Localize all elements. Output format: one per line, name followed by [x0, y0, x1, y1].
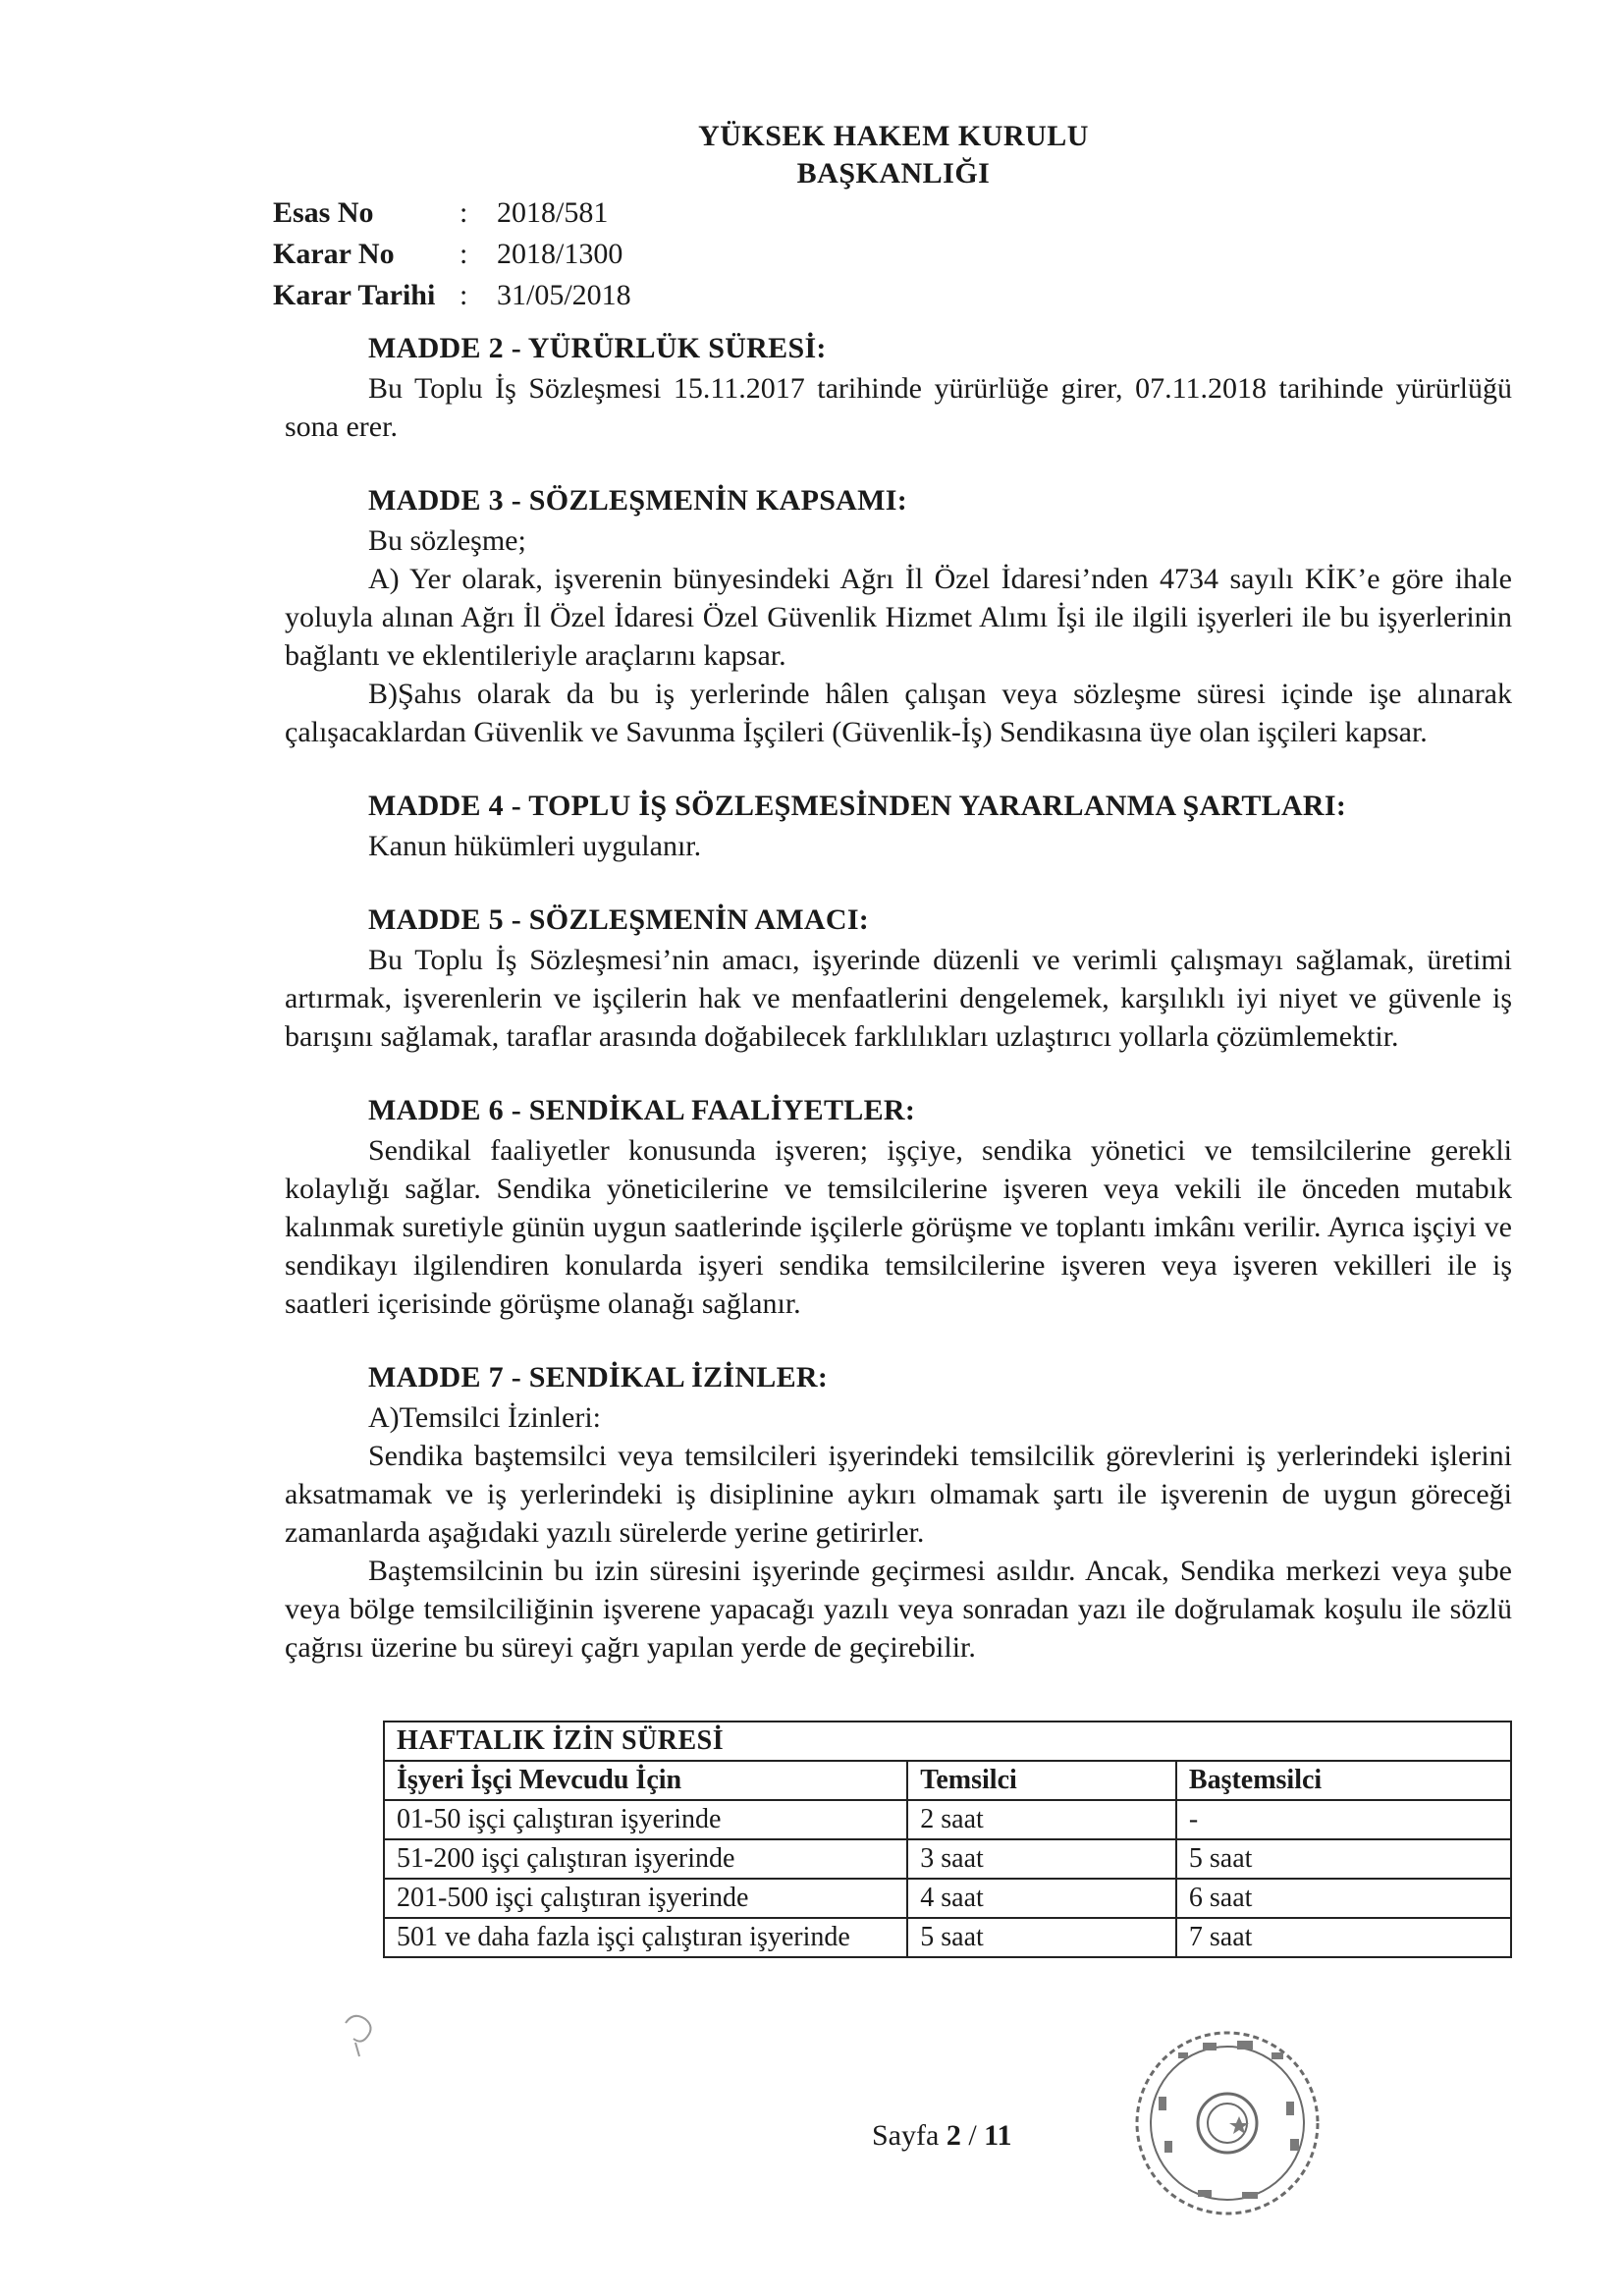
article-paragraph: Baştemsilcinin bu izin süresini işyerinde geçirmesi asıldır. Ancak, Sendika merkezi veya şube veya bölge temsilciliğinin işverene yapacağı yazılı veya sonradan yazı ile doğrulamak koşulu ile sözlü çağrısı üzerine bu süreyi çağrı yapılan yerde de geçirebilir. — [285, 1555, 1512, 1664]
article-paragraph: Kanun hükümleri uygulanır. — [368, 830, 702, 862]
table-row — [384, 1839, 1511, 1879]
article-paragraph: Bu sözleşme; — [368, 524, 526, 557]
article-paragraph: A)Temsilci İzinleri: — [368, 1401, 601, 1434]
meta-row-karar — [273, 234, 631, 275]
meta-value: 2018/581 — [497, 196, 609, 229]
table-cell: 7 saat — [1176, 1918, 1511, 1957]
article-title: MADDE 2 - YÜRÜRLÜK SÜRESİ: — [368, 332, 827, 364]
table-cell: 501 ve daha fazla işçi çalıştıran işyerinde — [384, 1918, 907, 1957]
document-body — [285, 329, 1512, 1702]
official-stamp-icon — [1080, 2003, 1375, 2239]
article-title: MADDE 5 - SÖZLEŞMENİN AMACI: — [368, 903, 870, 936]
meta-row-esas — [273, 192, 631, 234]
meta-label: Karar No — [273, 238, 395, 270]
page-total: 11 — [984, 2119, 1012, 2152]
table-cell: 5 saat — [1176, 1839, 1511, 1879]
table-header-row — [384, 1761, 1511, 1800]
table-title: HAFTALIK İZİN SÜRESİ — [384, 1722, 1511, 1761]
table-cell: 3 saat — [907, 1839, 1176, 1879]
table-header: Baştemsilci — [1176, 1761, 1511, 1800]
handwritten-mark-icon — [336, 2003, 395, 2062]
article-title: MADDE 4 - TOPLU İŞ SÖZLEŞMESİNDEN YARARLANMA ŞARTLARI: — [368, 790, 1347, 822]
table-header: İşyeri İşçi Mevcudu İçin — [384, 1761, 907, 1800]
page-number — [872, 2119, 1012, 2153]
article-title: MADDE 6 - SENDİKAL FAALİYETLER: — [368, 1094, 916, 1126]
table-cell: 01-50 işçi çalıştıran işyerinde — [384, 1800, 907, 1839]
article-3 — [285, 481, 1512, 751]
article-title: MADDE 3 - SÖZLEŞMENİN KAPSAMI: — [368, 484, 908, 517]
court-title-line1: YÜKSEK HAKEM KURULU — [698, 120, 1089, 152]
article-paragraph: Sendikal faaliyetler konusunda işveren; işçiye, sendika yönetici ve temsilcilerine gerekli kolaylığı sağlar. Sendika yöneticilerine ve temsilcilerine işveren veya vekili ile önceden mutabık kalınmak suretiyle günün uygun saatlerinde işçilerle görüşme ve toplantı imkânı verilir. Ayrıca işçiyi ve sendikayı ilgilendiren konularda işyeri sendika temsilcilerine işveren veya işveren vekilleri ile iş saatleri içerisinde görüşme olanağı sağlanır. — [285, 1134, 1512, 1320]
meta-colon: : — [460, 196, 468, 229]
article-6 — [285, 1091, 1512, 1323]
table-row — [384, 1800, 1511, 1839]
page-current: 2 — [946, 2119, 961, 2152]
page-separator: / — [968, 2119, 977, 2152]
article-paragraph: Sendika baştemsilci veya temsilcileri işyerindeki temsilcilik görevlerini iş yerlerindeki işlerini aksatmamak ve iş yerlerindeki iş disiplinine aykırı olmamak şartı ile işverenin de uygun göreceği zamanlarda aşağıdaki yazılı sürelerde yerine getirirler. — [285, 1440, 1512, 1549]
table-cell: 6 saat — [1176, 1879, 1511, 1918]
article-4 — [285, 787, 1512, 865]
article-paragraph: A) Yer olarak, işverenin bünyesindeki Ağrı İl Özel İdaresi’nden 4734 sayılı KİK’e göre ihale yoluyla alınan Ağrı İl Özel İdaresi Özel Güvenlik Hizmet Alımı İşi ile ilgili işyerleri ile bu işyerlerinin bağlantı ve eklentileriyle araçlarını kapsar. — [285, 563, 1512, 672]
table-cell: - — [1176, 1800, 1511, 1839]
court-title — [687, 118, 1100, 192]
table-cell: 51-200 işçi çalıştıran işyerinde — [384, 1839, 907, 1879]
table-cell: 4 saat — [907, 1879, 1176, 1918]
table-header: Temsilci — [907, 1761, 1176, 1800]
article-paragraph: B)Şahıs olarak da bu iş yerlerinde hâlen çalışan veya sözleşme süresi içinde işe alınarak çalışacaklardan Güvenlik ve Savunma İşçileri (Güvenlik-İş) Sendikasına üye olan işçileri kapsar. — [285, 678, 1512, 748]
article-paragraph: Bu Toplu İş Sözleşmesi’nin amacı, işyerinde düzenli ve verimli çalışmayı sağlamak, üretimi artırmak, işverenlerin ve işçilerin hak ve menfaatlerini dengelemek, karşılıklı iyi niyet ve güvenle iş barışını sağlamak, taraflar arasında doğabilecek farklılıkları uzlaştırıcı yollarla çözümlemektir. — [285, 944, 1512, 1053]
weekly-leave-table — [383, 1721, 1512, 1958]
page-prefix: Sayfa — [872, 2119, 940, 2152]
table-row — [384, 1918, 1511, 1957]
table-cell: 201-500 işçi çalıştıran işyerinde — [384, 1879, 907, 1918]
article-2 — [285, 329, 1512, 446]
table-cell: 2 saat — [907, 1800, 1176, 1839]
meta-value: 31/05/2018 — [497, 279, 631, 311]
meta-label: Karar Tarihi — [273, 279, 436, 311]
table-row — [384, 1879, 1511, 1918]
meta-colon: : — [460, 238, 468, 270]
table-cell: 5 saat — [907, 1918, 1176, 1957]
article-7 — [285, 1358, 1512, 1667]
case-meta — [273, 192, 631, 316]
table-title-row — [384, 1722, 1511, 1761]
meta-row-tarih — [273, 275, 631, 316]
meta-colon: : — [460, 279, 468, 311]
meta-value: 2018/1300 — [497, 238, 623, 270]
meta-label: Esas No — [273, 196, 374, 229]
article-title: MADDE 7 - SENDİKAL İZİNLER: — [368, 1361, 829, 1394]
court-title-line2: BAŞKANLIĞI — [796, 157, 991, 190]
article-5 — [285, 901, 1512, 1056]
article-paragraph: Bu Toplu İş Sözleşmesi 15.11.2017 tarihinde yürürlüğe girer, 07.11.2018 tarihinde yürürlüğü sona erer. — [285, 372, 1512, 443]
